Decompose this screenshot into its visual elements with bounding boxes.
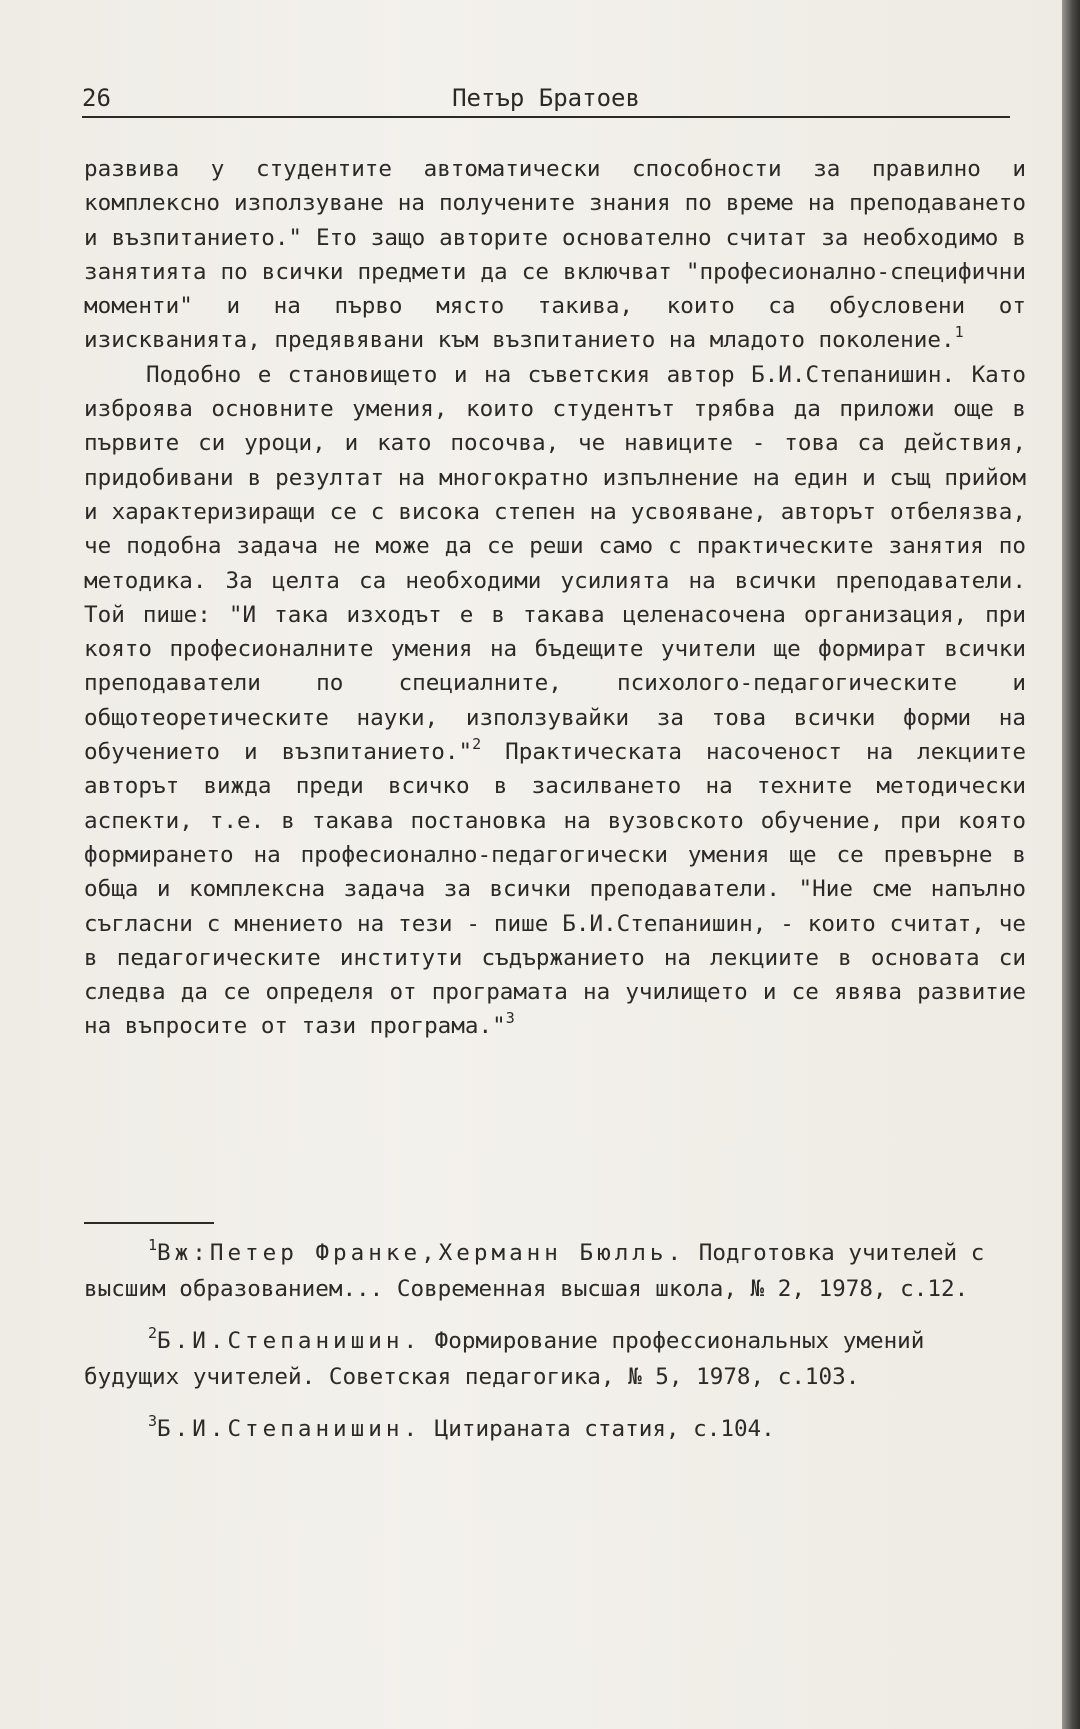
- footnote-text: Цитираната статия, с.104.: [421, 1416, 775, 1442]
- main-text: [84, 152, 1026, 1044]
- page-number: 26: [82, 84, 111, 112]
- footnote-2: [84, 1324, 1024, 1394]
- footnote-3: [84, 1412, 1024, 1448]
- paragraph-2-text-b: Практическата насоченост на лекциите авторът вижда преди всичко в засилването на техните методически аспекти, т.е. в такава постановка на вузовското обучение, при която формирането на професионално-педагогически умения ще се превърне в обща и комплексна задача за всички преподаватели. "Ние сме напълно съгласни с мнението на тези - пише Б.И.Степанишин, - които считат, че в педагогическите институти съдържанието на лекциите в основата си следва да се определя от програмата на училището и се явява развитие на въпросите от тази програма.": [84, 739, 1026, 1040]
- footnote-1: [84, 1236, 1024, 1306]
- paragraph-1: [84, 152, 1026, 358]
- paragraph-1-text: развива у студентите автоматически способности за правилно и комплексно използуване на получените знания по време на преподаването и възпитанието." Ето защо авторите основателно считат за необходимо в занятията по всички предмети да се включват "професионално-специфични моменти" и на първо място такива, които са обусловени от изискванията, предявявани към възпитанието на младото поколение.: [84, 156, 1026, 354]
- footnote-ref-1: 1: [954, 322, 964, 341]
- paragraph-2: [84, 358, 1026, 1044]
- page-edge-shadow: [1062, 0, 1080, 1729]
- page-header: [82, 80, 1010, 118]
- footnote-author: Б.И.Степанишин.: [157, 1416, 422, 1442]
- paragraph-2-text-a: Подобно е становището и на съветския автор Б.И.Степанишин. Като изброява основните умения, които студентът трябва да приложи още в първите си уроци, и като посочва, че навиците - това са действия, придобивани в резултат на многократно изпълнение на един и същ прийом и характеризиращи се с висока степен на усвояване, авторът отбелязва, че подобна задача не може да се реши само с практическите занятия по методика. За целта са необходими усилията на всички преподаватели. Той пише: "И така изходът е в такава целенасочена организация, при която професионалните умения на бъдещите учители ще формират всички преподаватели по специалните, психолого-педагогическите и общотеоретическите науки, използувайки за това всички форми на обучението и възпитанието.": [84, 361, 1026, 766]
- footnote-mark: 2: [148, 1324, 158, 1342]
- footnote-separator: [84, 1222, 214, 1224]
- footnote-ref-3: 3: [505, 1008, 515, 1027]
- footnote-ref-2: 2: [472, 734, 482, 753]
- running-title: Петър Братоев: [452, 84, 640, 112]
- footnote-text: Формирование профессиональных умений будущих учителей. Советская педагогика, № 5, 1978, с.103.: [84, 1328, 925, 1390]
- footnote-author: Вж:Петер Франке,Херманн Бюлль.: [157, 1240, 686, 1266]
- footnote-mark: 3: [148, 1412, 158, 1430]
- footnote-text: Подготовка учителей с высшим образованием... Современная высшая школа, № 2, 1978, с.12.: [84, 1240, 985, 1302]
- footnote-author: Б.И.Степанишин.: [157, 1328, 422, 1354]
- footnotes: [84, 1236, 1024, 1466]
- footnote-mark: 1: [148, 1236, 158, 1254]
